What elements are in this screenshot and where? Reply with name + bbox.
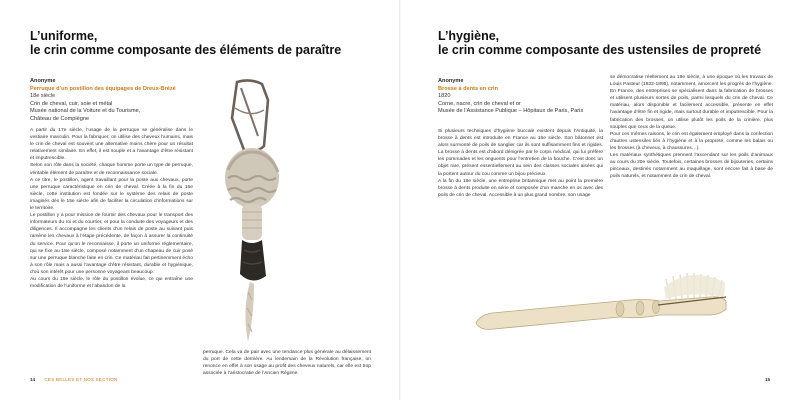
author: Anonyme: [30, 78, 56, 84]
object-name: Brosse à dents en crin: [438, 85, 498, 92]
wig-photo: [212, 78, 287, 348]
object-materials: Corne, nacre, crin de cheval et or: [438, 100, 521, 107]
right-title-line2: le crin comme composante des ustensiles de propreté: [438, 43, 762, 57]
paragraph: Selon son rôle dans la société, chaque homme porte un type de perruque, véritable élément de paraître et de reconnaissance sociale.: [30, 163, 193, 176]
left-page-title: [30, 29, 341, 57]
author: Anonyme: [438, 78, 464, 84]
right-object-metadata: [438, 78, 603, 116]
collection-line2: Château de Compiègne: [30, 115, 90, 122]
left-footer: [30, 377, 117, 382]
page-number: 15: [765, 377, 771, 382]
paragraph: A partir du 17e siècle, l’usage de la perruque se généralise dans le vestiaire masculin. Pour la fabriquer, on utilise des cheveux humains, mais le crin de cheval est souvent une alternative moins chère pour un résultat relativement similaire. En effet, il est souple et a l’avantage d’être résistant et imputrescible.: [30, 128, 193, 162]
right-page: [400, 0, 800, 400]
paragraph: Les matériaux synthétiques prennent l’ascendant sur les poils d’animaux au cours du 20e siècle. Toutefois, certaines brosses de bijouteries, certains pinceaux, destinés notamment au maquillage, sont encore fait à base de poils naturels, et notamment de crin de cheval.: [610, 153, 773, 180]
left-title-line2: le crin comme composante des éléments de paraître: [30, 43, 342, 57]
collection-line1: Musée national de la Voiture et du Tourisme,: [30, 108, 141, 115]
paragraph: Le postillon y a pour mission de fournir des chevaux pour le transport des informateurs du roi et du courrier, et pour la conduite des voyageurs et des diligences. Il accompagne les clients d’un relais de poste au suivant puis ramène les chevaux à l’étape précédente, de façon à assurer la continuité du service. Pour qu’on le reconnaisse, il porte un uniforme réglementaire, qui se fixe au 18e siècle, composé notamment d’un chapeau de cuir posé sur une perruque blanche faite en crin. Ce matériau fait pertinemment écho à son rôle mais a aussi l’avantage d’être résistant, durable et hygiénique, d’où son intérêt pour une personne voyageant beaucoup.: [30, 213, 193, 275]
object-name: Perruque d’un postillon des équipages de Dreux-Brézé: [30, 85, 176, 92]
object-date: 1820: [438, 93, 451, 100]
object-date: 18e siècle: [30, 93, 56, 100]
toothbrush-photo: [470, 265, 770, 345]
left-title-line1: L’uniforme,: [30, 29, 98, 43]
page-number: 14: [30, 377, 36, 382]
paragraph: A la fin du 18e siècle, une entreprise britannique met au point la première brosse à dents produite en série et composée d’un manche en os avec des poils de crin de cheval. Accessible à un plus grand nombre, son usage: [438, 178, 603, 198]
paragraph: Pour ces mêmes raisons, le crin est également employé dans la confection d’autres ustensiles liés à l’hygiène et à la propreté, comme les balais ou les brosses (à cheveux, à chaussures…).: [610, 131, 773, 151]
left-body-text: [30, 127, 193, 290]
paragraph: A ce titre, le postillon, agent travaillant pour la poste aux chevaux, porte une perruque caractéristique en crin de cheval. Créée à la fin du 16e siècle, cette institution est fondée sur le système des relais de poste imaginés dès le 15e siècle afin de faciliter la circulation d’informations sur le territoire.: [30, 177, 193, 212]
paragraph: perruque. Cela va de pair avec une tendance plus générale au délaissement du port de cette dernière. Au lendemain de la Révolution française, on renonce en effet à son usage au profit des cheveux naturels, car elle est trop associée à l’aristocratie de l’Ancien Régime.: [203, 350, 371, 377]
right-footer: [765, 377, 770, 382]
paragraph: se démocratise réellement au 19e siècle, à une époque où les travaux de Louis Pasteur (1822-1895), notamment, amorcent les progrès de l’hygiène. En France, des entreprises se spécialisent dans la fabrication de brosses et utilisent plusieurs sortes de poils, parmi lesquels du crin de cheval. Ce matériau, alors disponible et facilement accessible, présente en effet l’avantage d’être fin et rigide, mais surtout durable et imputrescible. Pour la fabrication des brosses, on utilise plutôt les poils de la crinière, plus souples que ceux de la queue.: [610, 75, 773, 130]
right-page-title: [438, 29, 761, 57]
right-title-line1: L’hygiène,: [438, 29, 500, 43]
paragraph: Si plusieurs techniques d’hygiène buccale existent depuis l’Antiquité, la brosse à dents est introduite en France au 16e siècle. Son bâtonnet est alors surmonté de poils de sanglier car ils sont suffisamment fins et rigides. La brosse à dents est d’abord dénigrée par le corps médical, qui lui préfère les pommades et les onguents pour l’entretien de la bouche. C’est donc un objet rare, présent essentiellement au sein des classes sociales aisées qui la portent autour du cou comme un bijou précieux.: [438, 129, 603, 177]
object-materials: Crin de cheval, cuir, soie et métal: [30, 100, 113, 107]
right-body-text-col2: [610, 74, 773, 180]
paragraph: Au cours du 19e siècle, le rôle du postillon évolue, ce qui entraîne une modification de l’uniforme et l’abandon de la: [30, 276, 193, 290]
right-body-text-col1: [438, 128, 603, 199]
running-section-label: CES BELLES ET NOS SECTION: [44, 377, 118, 382]
collection-line1: Musée de l’Assistance Publique – Hôpitaux de Paris, Paris: [438, 108, 584, 115]
left-body-text-continued: [203, 349, 371, 377]
left-object-metadata: [30, 78, 210, 124]
